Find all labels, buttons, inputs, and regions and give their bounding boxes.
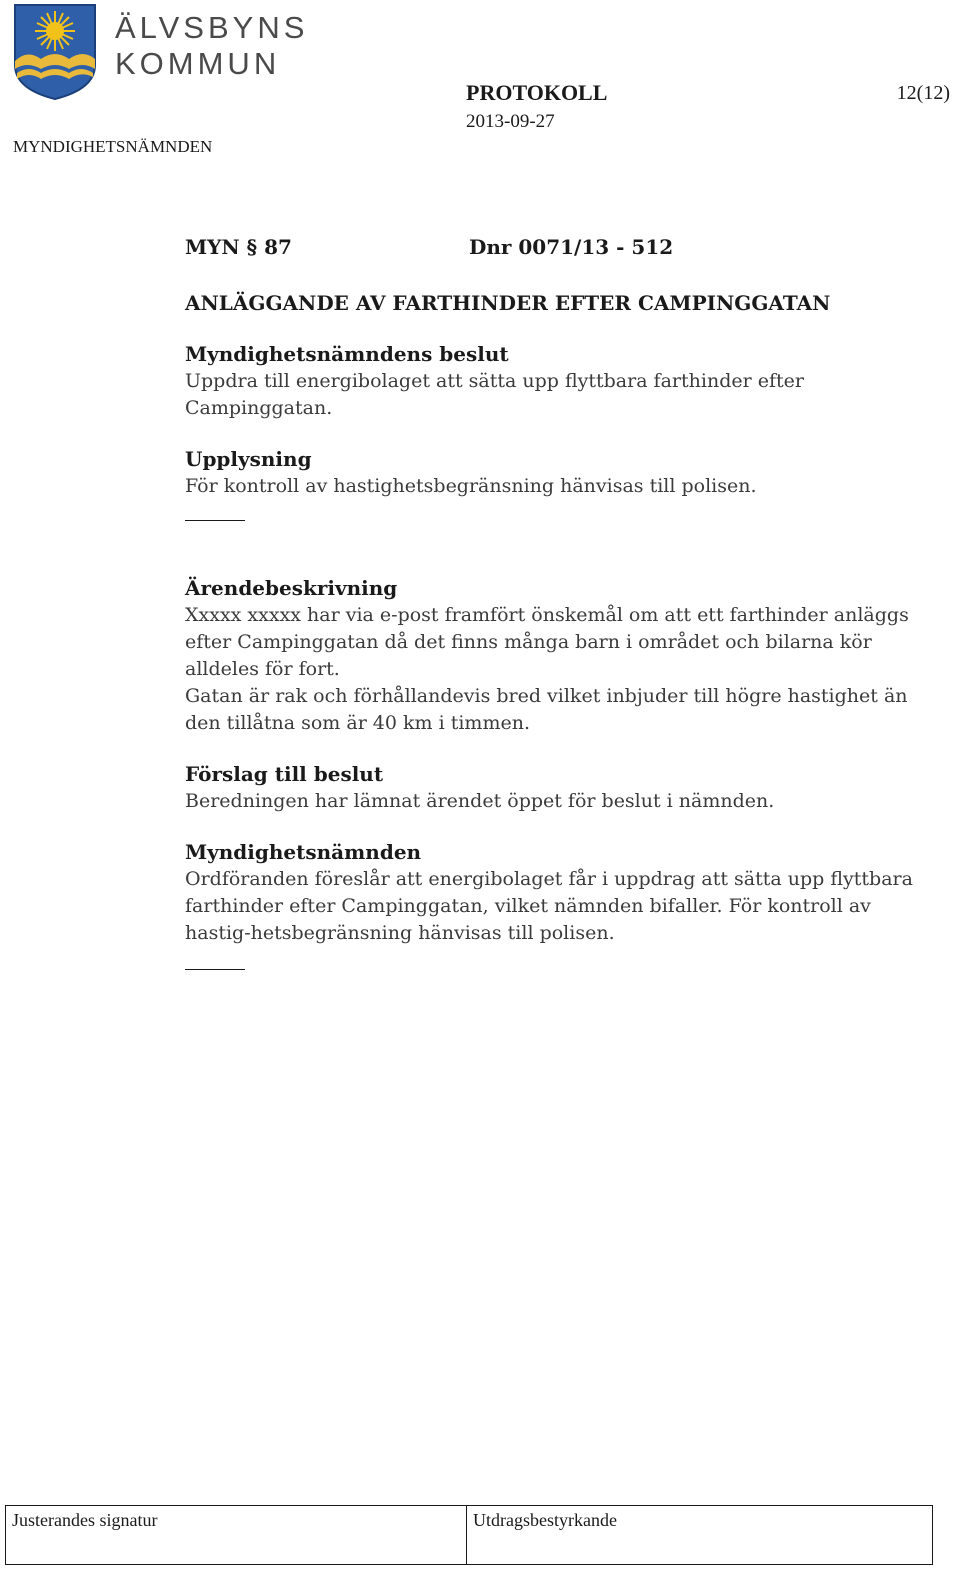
- notice-section: [185, 446, 925, 500]
- case-diary-number: Dnr 0071/13 - 512: [469, 235, 674, 259]
- case-title: ANLÄGGANDE AV FARTHINDER EFTER CAMPINGGATAN: [185, 291, 831, 315]
- end-divider: [185, 969, 245, 970]
- board-heading: Myndighetsnämnden: [185, 840, 422, 864]
- decision-section: [185, 341, 925, 422]
- certification-box: [467, 1506, 932, 1564]
- signature-label: Justerandes signatur: [12, 1510, 158, 1530]
- notice-heading: Upplysning: [185, 447, 312, 471]
- case-description-text: Xxxxx xxxxx har via e-post framfört önskemål om att ett farthinder anläggs efter Campinggatan då det finns många barn i området och bilarna kör alldeles för fort.: [185, 604, 909, 680]
- document-date: 2013-09-27: [466, 111, 555, 132]
- protocol-body: [185, 234, 925, 970]
- signature-footer: [5, 1505, 933, 1565]
- notice-text: För kontroll av hastighetsbegränsning hänvisas till polisen.: [185, 475, 757, 497]
- proposal-heading: Förslag till beslut: [185, 762, 384, 786]
- signature-box: [6, 1506, 467, 1564]
- decision-heading: Myndighetsnämndens beslut: [185, 342, 509, 366]
- certification-label: Utdragsbestyrkande: [473, 1510, 617, 1530]
- municipality-name-line1: ÄLVSBYNS: [115, 10, 309, 45]
- board-section: [185, 839, 925, 947]
- page-number: 12(12): [896, 82, 950, 104]
- case-description-section: [185, 575, 925, 737]
- case-paragraph-number: MYN § 87: [185, 235, 292, 259]
- case-header: [185, 234, 925, 264]
- department-label: MYNDIGHETSNÄMNDEN: [13, 137, 213, 156]
- proposal-text: Beredningen har lämnat ärendet öppet för beslut i nämnden.: [185, 790, 775, 812]
- section-divider: [185, 520, 245, 521]
- decision-text: Uppdra till energibolaget att sätta upp flyttbara farthinder efter Campinggatan.: [185, 370, 804, 419]
- document-type: PROTOKOLL: [466, 80, 608, 105]
- board-text: Ordföranden föreslår att energibolaget får i uppdrag att sätta upp flyttbara farthinder efter Campinggatan, vilket nämnden bifaller. För kontroll av hastig-hetsbegränsning hänvisas till polisen.: [185, 868, 913, 944]
- municipality-name: [115, 10, 308, 82]
- municipality-crest-icon: [13, 3, 97, 101]
- case-description-heading: Ärendebeskrivning: [185, 576, 398, 600]
- proposal-section: [185, 761, 925, 815]
- municipality-name-line2: KOMMUN: [115, 46, 281, 81]
- case-description-text-2: Gatan är rak och förhållandevis bred vilket inbjuder till högre hastighet än den tillåtna som är 40 km i timmen.: [185, 685, 908, 734]
